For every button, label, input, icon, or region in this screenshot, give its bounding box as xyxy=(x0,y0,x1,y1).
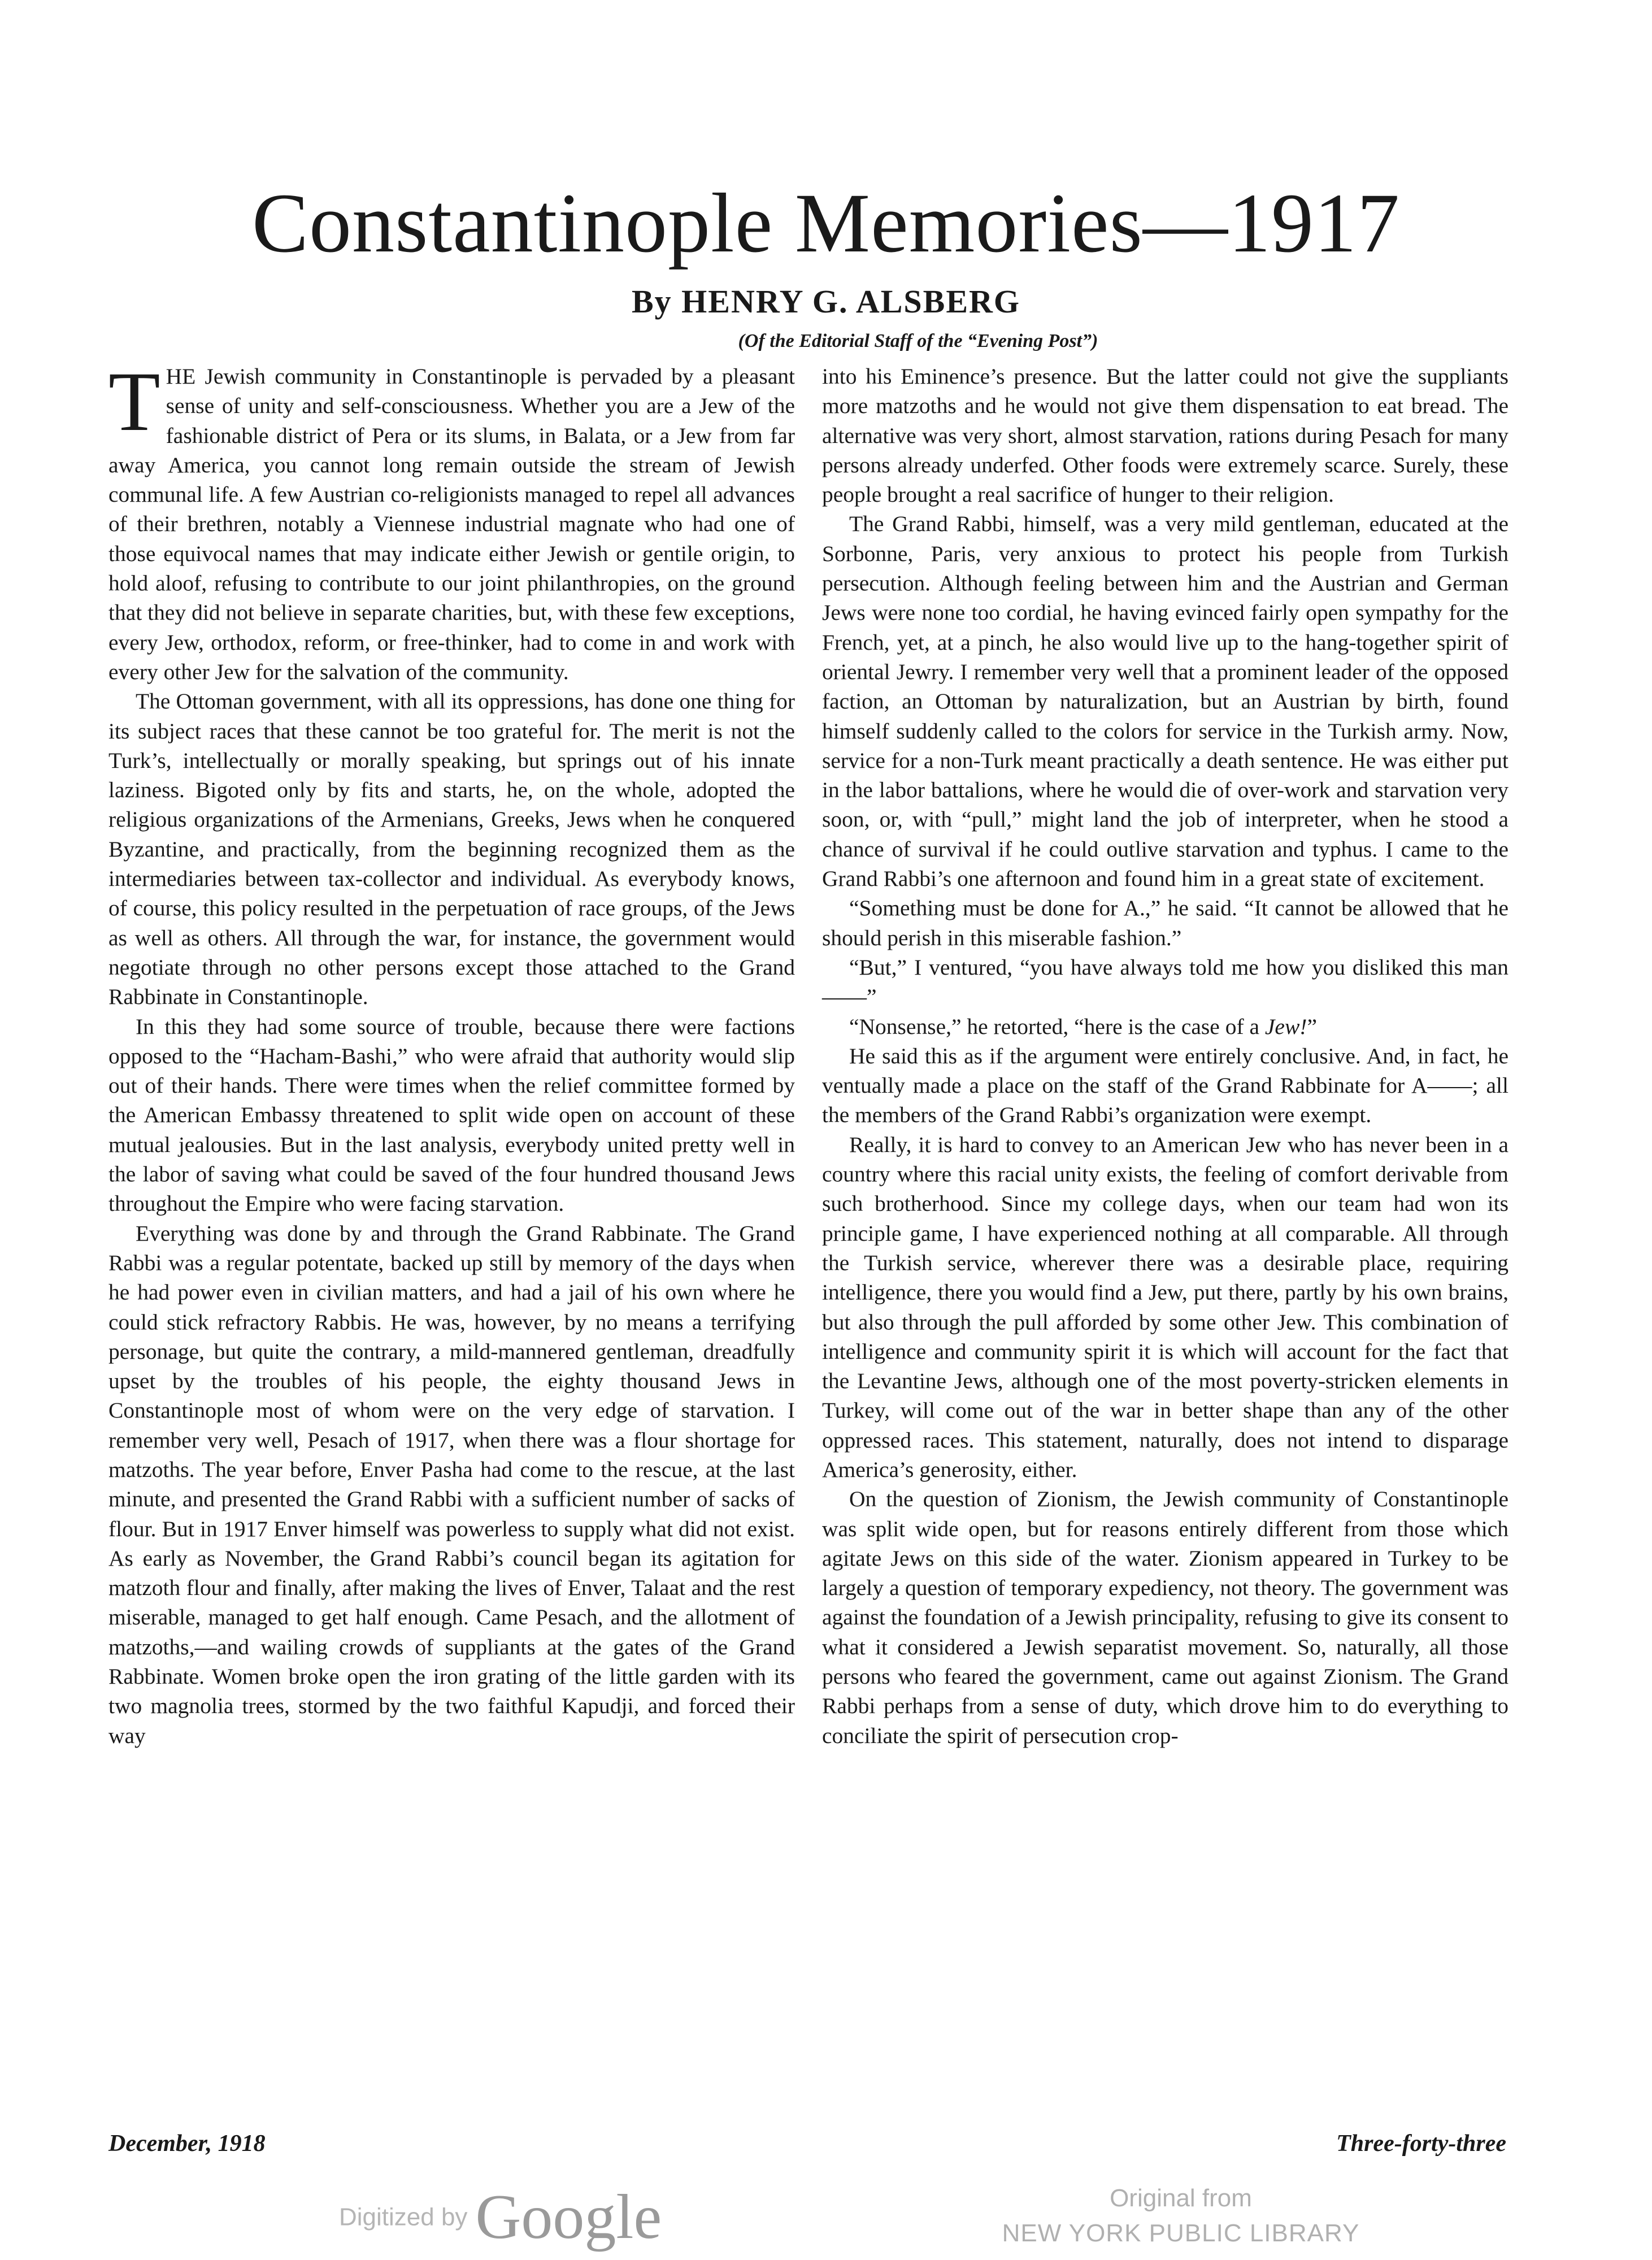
left-column xyxy=(108,355,795,1750)
paragraph-2: The Ottoman government, with all its oppressions, has done one thing for its subject races that these cannot be too grateful for. The merit is not the Turk’s, intellectually or morally speaking, but springs out of his innate laziness. Bigoted only by fits and starts, he, on the whole, adopted the religious organizations of the Armenians, Greeks, Jews when he conquered Byzantine, and practically, from the beginning recognized them as the intermediaries between tax-collector and individual. As everybody knows, of course, this policy resulted in the perpetuation of race groups, of the Jews as well as others. All through the war, for instance, the government would negotiate through no other persons except those attached to the Grand Rabbinate in Constantinople. xyxy=(108,689,795,1010)
paragraph-1-text: HE Jewish community in Constantinople is pervaded by a pleasant sense of unity and self-consciousness. Whether you are a Jew of the fashionable district of Pera or its slums, in Balata, or a Jew from far away America, you cannot long remain outside the stream of Jewish communal life. A few Austrian co-religionists managed to repel all advances of their brethren, notably a Viennese industrial magnate who had one of those equivocal names that may indicate either Jewish or gentile origin, to hold aloof, refusing to contribute to our joint philanthropies, on the ground that they did not believe in separate charities, but, with these few exceptions, every Jew, orthodox, reform, or free-thinker, had to come in and work with every other Jew for the salvation of the community. xyxy=(108,364,795,684)
article-byline: By HENRY G. ALSBERG xyxy=(631,283,1021,320)
paragraph-3: In this they had some source of trouble, because there were factions opposed to the “Hacham-Bashi,” who were afraid that authority would slip out of their hands. There were times when the relief committee formed by the American Embassy threatened to split wide open on account of these mutual jealousies. But in the last analysis, everybody united pretty well in the labor of saving what could be saved of the four hundred thousand Jews throughout the Empire who were facing starvation. xyxy=(108,1014,795,1216)
paragraph-4: Everything was done by and through the Grand Rabbinate. The Grand Rabbi was a regular potentate, backed up still by memory of the days when he had power even in civilian matters, and had a jail of his own where he could stick refractory Rabbis. He was, however, by no means a terrifying personage, but quite the contrary, a mild-mannered gentleman, dreadfully upset by the troubles of his people, the eighty thousand Jews in Constantinople most of whom were on the very edge of starvation. I remember very well, Pesach of 1917, when there was a flour shortage for matzoths. The year before, Enver Pasha had come to the rescue, at the last minute, and presented the Grand Rabbi with a sufficient number of sacks of flour. But in 1917 Enver himself was powerless to supply what did not exist. As early as November, the Grand Rabbi’s council began its agitation for matzoth flour and finally, after making the lives of Enver, Talaat and the rest miserable, managed to get half enough. Came Pesach, and the allotment of matzoths,—and wailing crowds of suppliants at the gates of the Grand Rabbinate. Women broke open the iron grating of the little garden with its two magnolia trees, stormed by the two faithful Kapudji, and forced their way xyxy=(108,1220,795,1748)
quote-nonsense: “Nonsense,” he retorted, “here is the case of a xyxy=(849,1014,1265,1039)
drop-cap: T xyxy=(108,355,160,449)
quote-emphasis: Jew! xyxy=(1264,1014,1307,1039)
article-title: Constantinople Memories—1917 xyxy=(252,176,1400,270)
paragraph-9: He said this as if the argument were entirely conclusive. And, in fact, he ventually made a place on the staff of the Grand Rabbinate for A——; all the members of the Grand Rabbi’s organization were exempt. xyxy=(822,1043,1508,1128)
paragraph-11: On the question of Zionism, the Jewish community of Constantinople was split wide open, but for reasons entirely different from those which agitate Jews on this side of the water. Zionism appeared in Turkey to be largely a question of temporary expediency, not theory. The government was against the foundation of a Jewish principality, refusing to give its consent to what it considered a Jewish separatist movement. So, naturally, all those persons who feared the government, came out against Zionism. The Grand Rabbi perhaps from a sense of duty, which drove him to do everything to conciliate the spirit of persecution crop- xyxy=(822,1487,1508,1748)
paragraph-6: “Something must be done for A.,” he said. “It cannot be allowed that he should perish in this miserable fashion.” xyxy=(822,896,1508,950)
paragraph-5: The Grand Rabbi, himself, was a very mild gentleman, educated at the Sorbonne, Paris, very anxious to protect his people from Turkish persecution. Although feeling between him and the Austrian and German Jews were none too cordial, he having evinced fairly open sympathy for the French, yet, at a pinch, he also would live up to the hang-together spirit of oriental Jewry. I remember very well that a prominent leader of the opposed faction, an Ottoman by naturalization, but an Austrian by birth, found himself suddenly called to the colors for service in the Turkish army. Now, service for a non-Turk meant practically a death sentence. He was either put in the labor battalions, where he would die of over-work and starvation very soon, or, with “pull,” might land the job of interpreter, when he stood a chance of survival if he could outlive starvation and typhus. I came to the Grand Rabbi’s one afternoon and found him in a great state of excitement. xyxy=(822,511,1508,892)
library-name: NEW YORK PUBLIC LIBRARY xyxy=(1002,2219,1360,2247)
google-logo: Google xyxy=(475,2182,662,2252)
paragraph-continued: into his Eminence’s presence. But the latter could not give the suppliants more matzoths and he would not give them dispensation to eat bread. The alternative was very short, almost starvation, rations during Pesach for many persons already underfed. Other foods were extremely scarce. Surely, these people brought a real sacrifice of hunger to their religion. xyxy=(822,364,1508,507)
digitized-by-watermark xyxy=(339,2181,662,2254)
source-library-watermark xyxy=(1000,2181,1362,2251)
digitized-by-label: Digitized by xyxy=(339,2203,468,2231)
original-from-label: Original from xyxy=(1110,2184,1252,2212)
author-affiliation: (Of the Editorial Staff of the “Evening Post”) xyxy=(738,331,1098,351)
paragraph-8 xyxy=(822,1012,1508,1041)
paragraph-7: “But,” I ventured, “you have always told me how you disliked this man——” xyxy=(822,954,1508,1010)
paragraph-1 xyxy=(108,355,795,686)
quote-close: ” xyxy=(1307,1014,1318,1039)
page-number: Three-forty-three xyxy=(1336,2131,1506,2157)
paragraph-10: Really, it is hard to convey to an American Jew who has never been in a country where this racial unity exists, the feeling of comfort derivable from such brotherhood. Since my college days, when our team had won its principle game, I have experienced nothing at all comparable. All through the Turkish service, wherever there was a desirable place, requiring intelligence, there you would find a Jew, put there, partly by his own brains, but also through the pull afforded by some other Jew. This combination of intelligence and community spirit it is which will account for the fact that the Levantine Jews, although one of the most poverty-stricken elements in Turkey, will come out of the war in better shape than any of the other oppressed races. This statement, naturally, does not intend to disparage America’s generosity, either. xyxy=(822,1132,1508,1482)
right-column xyxy=(822,362,1508,1750)
issue-date: December, 1918 xyxy=(108,2131,266,2157)
